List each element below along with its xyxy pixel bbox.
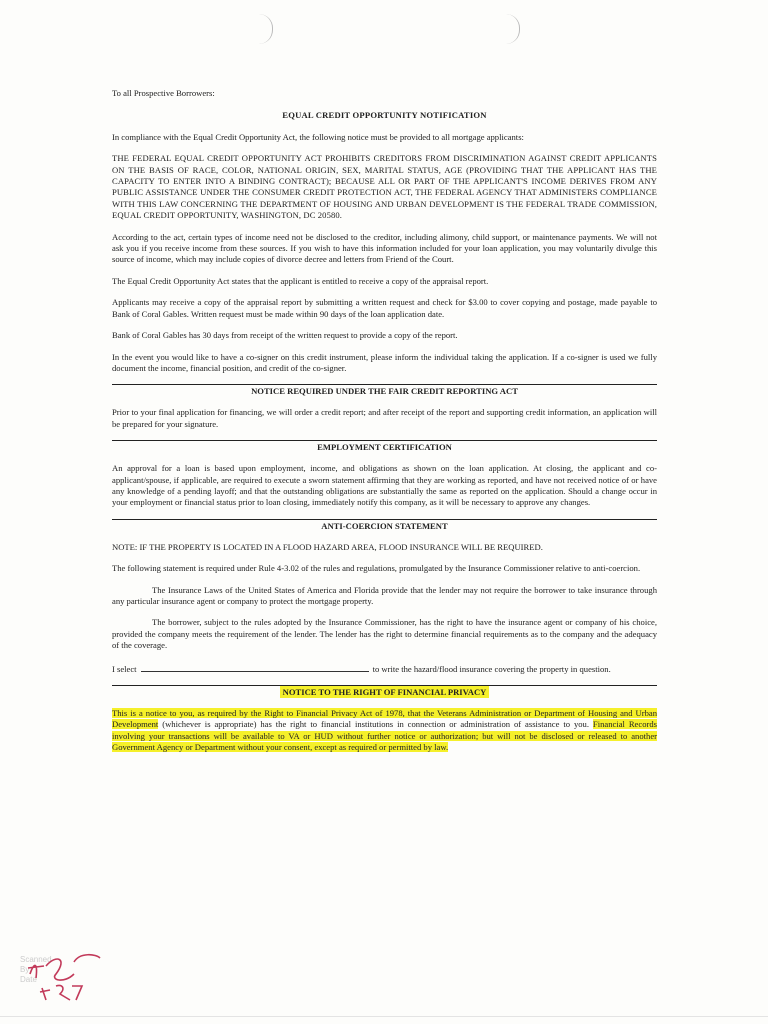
privacy-highlight-1: This is a notice to you, as required by the Right to Financial Privacy Act of 1978, that the Veterans Administration or Department of Housing and Urban Development [112, 708, 657, 730]
stamp-line-3: Date [20, 975, 37, 984]
appraisal-paragraph: The Equal Credit Opportunity Act states that the applicant is entitled to receive a copy of the appraisal report. [112, 275, 489, 286]
fcra-paragraph: Prior to your final application for financing, we will order a credit report; and after receipt of the report and supporting credit information, an application will be prepared for your signature. [112, 407, 657, 429]
privacy-highlight-2: Financial Records involving your transactions will be available to VA or HUD without further notice or authorization; but will not be disclosed or released to another Government Agency or Department without your consent, except as required or permitted by law. [112, 719, 657, 753]
punch-hole-right [505, 14, 520, 44]
rule-paragraph: The following statement is required under Rule 4-3.02 of the rules and regulations, promulgated by the Insurance Commissioner relative to anti-coercion. [112, 563, 641, 574]
document-body [112, 88, 657, 764]
select-label: I select [112, 663, 137, 674]
bank-paragraph: Bank of Coral Gables has 30 days from receipt of the written request to provide a copy of the report. [112, 330, 458, 341]
employment-paragraph: An approval for a loan is based upon employment, income, and obligations as shown on the loan application. At closing, the applicant and co-applicant/spouse, if applicable, are required to execute a sworn statement affirming that they are working as reported, and have not received notice of or have any knowledge of a pending layoff; and that the outstanding obligations are substantially the same as reported on the application. Should a change occur in your employment or financial status prior to loan closing, immediately notify this company, as it will be necessary to approve any changes. [112, 463, 657, 508]
page-bottom-edge [0, 1016, 768, 1017]
privacy-heading [112, 685, 657, 698]
insurance-select-line [112, 662, 657, 675]
fcra-heading: NOTICE REQUIRED UNDER THE FAIR CREDIT REPORTING ACT [112, 384, 657, 397]
income-paragraph: According to the act, certain types of income need not be disclosed to the creditor, including alimony, child support, or maintenance payments. We will not ask you if you receive income from these sources. If you wish to have this information included for your loan application, you may voluntarily divulge this source of income, which may include copies of divorce decree and letters from Friend of the Court. [112, 231, 657, 265]
borrower-rights-paragraph: The borrower, subject to the rules adopted by the Insurance Commissioner, has the right to have the insurance agent or company of his choice, provided the company meets the requirement of the lender. The lender has the right to determine financial requirements as to the company and the adequacy of the coverage. [112, 617, 657, 651]
insurance-laws-paragraph: The Insurance Laws of the United States of America and Florida provide that the lender may not require the borrower to take insurance through any particular insurance agent or company to protect the mortgage property. [112, 584, 657, 606]
applicants-paragraph: Applicants may receive a copy of the appraisal report by submitting a written request and check for $3.00 to cover copying and postage, made payable to Bank of Coral Gables. Written request must be made within 90 days of the loan application date. [112, 297, 657, 319]
stamp-line-2: By [20, 965, 30, 974]
privacy-middle-text: (whichever is appropriate) has the right to financial institutions in connection or administration of assistance to you. [158, 719, 593, 730]
privacy-paragraph [112, 708, 657, 754]
federal-notice-paragraph: THE FEDERAL EQUAL CREDIT OPPORTUNITY ACT PROHIBITS CREDITORS FROM DISCRIMINATION AGAINST CREDIT APPLICANTS ON THE BASIS OF RACE, COLOR, NATIONAL ORIGIN, SEX, MARITAL STATUS, AGE (PROVIDING THAT THE APPLICANT HAS THE CAPACITY TO ENTER INTO A BINDING CONTRACT); BECAUSE ALL OR PART OF THE APPLICANT'S INCOME DERIVES FROM ANY PUBLIC ASSISTANCE UNDER THE CONSUMER CREDIT PROTECTION ACT, THE FEDERAL AGENCY THAT ADMINISTERS COMPLIANCE WITH THIS LAW CONCERNING THE DEPARTMENT OF HOUSING AND URBAN DEVELOPMENT IS THE FEDERAL TRADE COMMISSION, EQUAL CREDIT OPPORTUNITY, WASHINGTON, DC 20580. [112, 153, 657, 221]
salutation: To all Prospective Borrowers: [112, 88, 215, 98]
flood-note: NOTE: IF THE PROPERTY IS LOCATED IN A FLOOD HAZARD AREA, FLOOD INSURANCE WILL BE REQUIRED. [112, 541, 543, 552]
intro-paragraph: In compliance with the Equal Credit Opportunity Act, the following notice must be provided to all mortgage applicants: [112, 131, 524, 142]
anticoercion-heading: ANTI-COERCION STATEMENT [112, 519, 657, 532]
insurer-blank-field[interactable] [141, 662, 369, 672]
employment-heading: EMPLOYMENT CERTIFICATION [112, 440, 657, 453]
privacy-heading-text: NOTICE TO THE RIGHT OF FINANCIAL PRIVACY [280, 686, 490, 698]
select-suffix: to write the hazard/flood insurance covering the property in question. [372, 663, 611, 674]
stamp-line-1: Scanned [20, 955, 52, 964]
document-title: EQUAL CREDIT OPPORTUNITY NOTIFICATION [282, 110, 487, 121]
cosigner-paragraph: In the event you would like to have a co-signer on this credit instrument, please inform the individual taking the application. If a co-signer is used we fully document the income, financial position, and credit of the co-signer. [112, 351, 657, 373]
handwritten-initials [16, 944, 106, 1004]
punch-hole-left [258, 14, 273, 44]
